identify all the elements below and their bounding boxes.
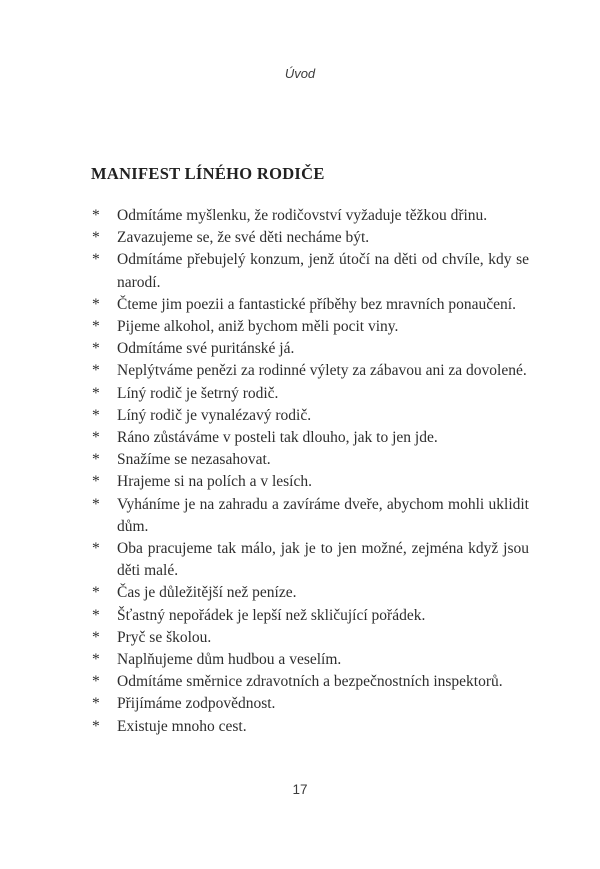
list-item	[92, 538, 529, 582]
bullet-asterisk: *	[92, 295, 100, 313]
list-item	[92, 205, 529, 227]
list-item	[92, 249, 529, 293]
list-item	[92, 671, 529, 693]
bullet-asterisk: *	[92, 451, 100, 469]
bullet-asterisk: *	[92, 628, 100, 646]
list-item-text: Líný rodič je šetrný rodič.	[117, 384, 279, 402]
list-item	[92, 471, 529, 493]
list-item-text: Naplňujeme dům hudbou a veselím.	[117, 651, 342, 669]
list-item	[92, 693, 529, 715]
bullet-asterisk: *	[92, 429, 100, 447]
list-item-text: Čteme jim poezii a fantastické příběhy bez mravních ponaučení.	[117, 295, 516, 313]
list-item	[92, 494, 529, 538]
bullet-asterisk: *	[92, 717, 100, 735]
list-item	[92, 227, 529, 249]
list-item-text: Šťastný nepořádek je lepší než skličující pořádek.	[117, 606, 426, 624]
list-item-text: Přijímáme zodpovědnost.	[117, 695, 276, 713]
list-item-text: Odmítáme přebujelý konzum, jenž útočí na děti od chvíle, kdy se narodí.	[117, 251, 529, 291]
list-item-text: Oba pracujeme tak málo, jak je to jen možné, zejména když jsou děti malé.	[117, 540, 529, 580]
list-item-text: Hrajeme si na polích a v lesích.	[117, 473, 312, 491]
list-item-text: Vyháníme je na zahradu a zavíráme dveře, abychom mohli uklidit dům.	[117, 495, 529, 535]
list-item-text: Odmítáme myšlenku, že rodičovství vyžaduje těžkou dřinu.	[117, 207, 488, 224]
manifest-list	[92, 205, 529, 738]
bullet-asterisk: *	[92, 673, 100, 691]
list-item	[92, 338, 529, 360]
list-item	[92, 605, 529, 627]
list-item	[92, 627, 529, 649]
list-item-text: Líný rodič je vynalézavý rodič.	[117, 406, 312, 424]
bullet-asterisk: *	[92, 229, 100, 247]
bullet-asterisk: *	[92, 207, 100, 224]
page-number: 17	[292, 782, 308, 797]
list-item-text: Existuje mnoho cest.	[117, 717, 247, 735]
list-item	[92, 449, 529, 471]
list-item-text: Zavazujeme se, že své děti necháme být.	[117, 229, 370, 247]
list-item-text: Pijeme alkohol, aniž bychom měli pocit viny.	[117, 318, 399, 336]
list-item	[92, 360, 529, 382]
bullet-asterisk: *	[92, 606, 100, 624]
list-item-text: Snažíme se nezasahovat.	[117, 451, 271, 469]
chapter-title: MANIFEST LÍNÉHO RODIČE	[91, 164, 325, 183]
list-item-text: Čas je důležitější než peníze.	[117, 584, 297, 602]
list-item	[92, 427, 529, 449]
bullet-asterisk: *	[92, 695, 100, 713]
list-item-text: Ráno zůstáváme v posteli tak dlouho, jak to jen jde.	[117, 429, 438, 447]
list-item-text: Neplýtváme penězi za rodinné výlety za zábavou ani za dovolené.	[117, 362, 527, 380]
bullet-asterisk: *	[92, 406, 100, 424]
bullet-asterisk: *	[92, 318, 100, 336]
bullet-asterisk: *	[92, 362, 100, 380]
bullet-asterisk: *	[92, 340, 100, 358]
list-item	[92, 649, 529, 671]
bullet-asterisk: *	[92, 651, 100, 669]
bullet-asterisk: *	[92, 251, 100, 269]
running-head: Úvod	[284, 66, 316, 81]
list-item	[92, 316, 529, 338]
list-item-text: Pryč se školou.	[117, 628, 212, 646]
bullet-asterisk: *	[92, 384, 100, 402]
list-item-text: Odmítáme směrnice zdravotních a bezpečnostních inspektorů.	[117, 673, 503, 691]
bullet-asterisk: *	[92, 495, 100, 513]
bullet-asterisk: *	[92, 584, 100, 602]
list-item	[92, 383, 529, 405]
list-item	[92, 582, 529, 604]
list-item	[92, 716, 529, 738]
bullet-asterisk: *	[92, 473, 100, 491]
list-item	[92, 294, 529, 316]
list-item	[92, 405, 529, 427]
list-item-text: Odmítáme své puritánské já.	[117, 340, 295, 358]
bullet-asterisk: *	[92, 540, 100, 558]
